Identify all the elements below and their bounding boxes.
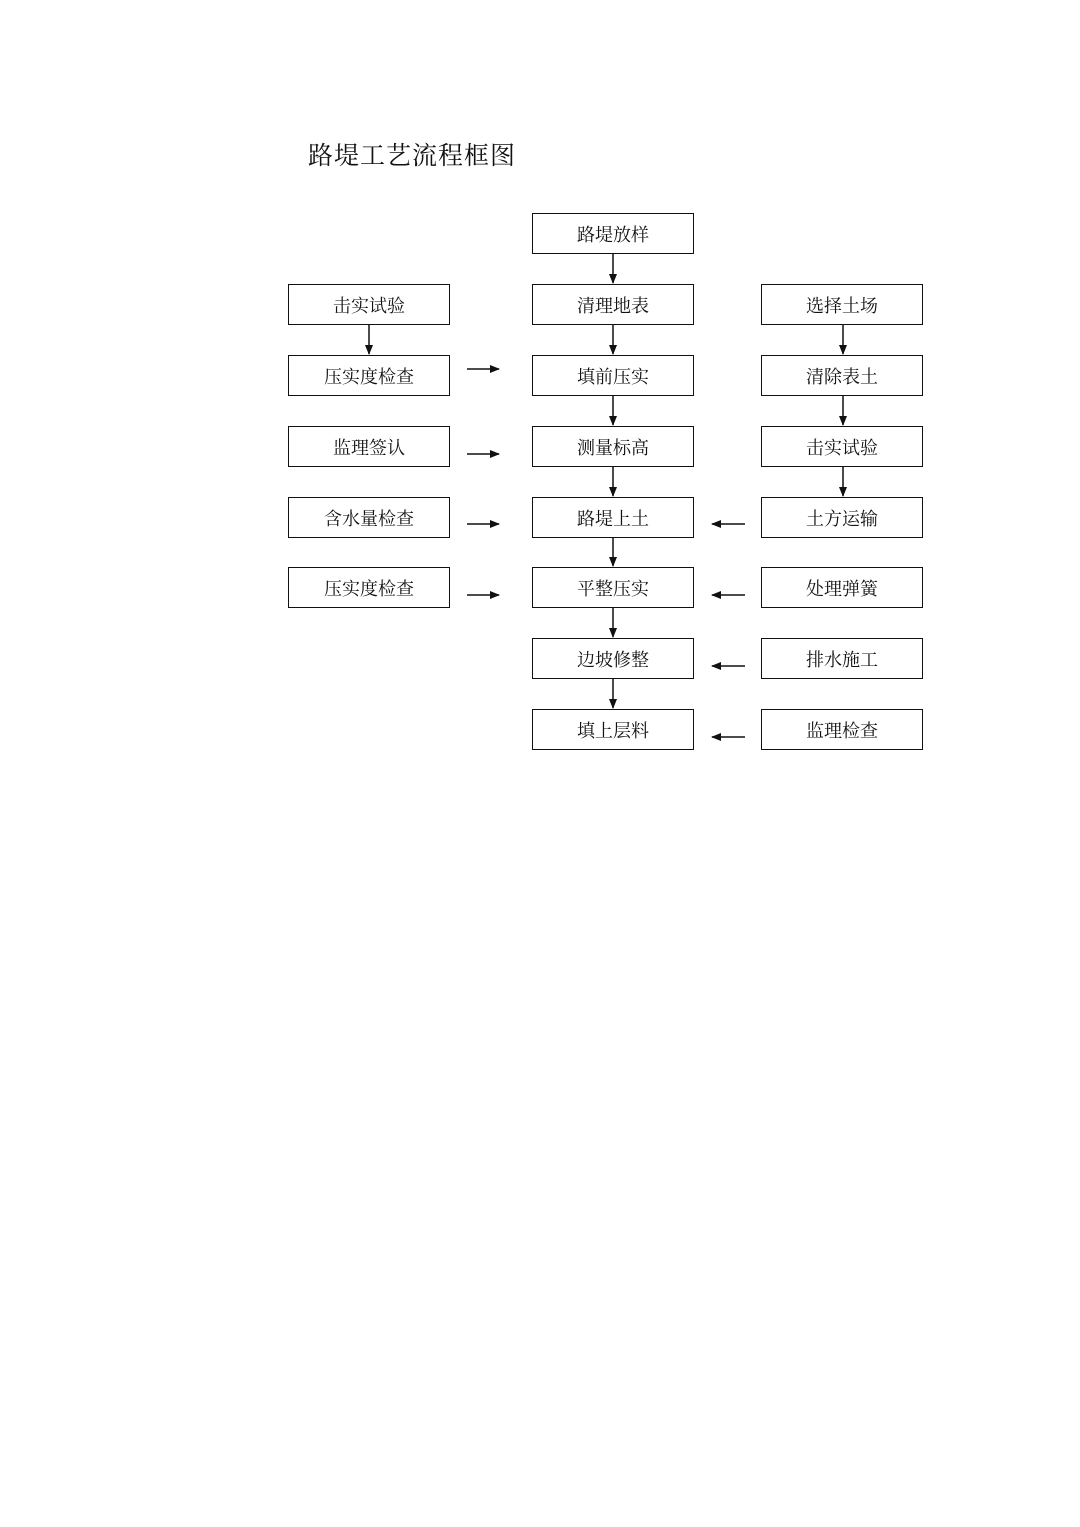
- main-step-4: 测量标高: [532, 426, 694, 467]
- main-step-3: 填前压实: [532, 355, 694, 396]
- right-step-5: 处理弹簧: [761, 567, 923, 608]
- right-step-2: 清除表土: [761, 355, 923, 396]
- main-step-5: 路堤上土: [532, 497, 694, 538]
- diagram-title: 路堤工艺流程框图: [308, 141, 517, 170]
- main-step-6: 平整压实: [532, 567, 694, 608]
- right-step-6: 排水施工: [761, 638, 923, 679]
- right-step-1: 选择土场: [761, 284, 923, 325]
- left-step-1: 击实试验: [288, 284, 450, 325]
- main-step-8: 填上层料: [532, 709, 694, 750]
- main-step-7: 边坡修整: [532, 638, 694, 679]
- right-step-3: 击实试验: [761, 426, 923, 467]
- right-step-4: 土方运输: [761, 497, 923, 538]
- left-step-3: 监理签认: [288, 426, 450, 467]
- right-step-7: 监理检查: [761, 709, 923, 750]
- main-step-2: 清理地表: [532, 284, 694, 325]
- left-step-4: 含水量检查: [288, 497, 450, 538]
- main-step-1: 路堤放样: [532, 213, 694, 254]
- left-step-5: 压实度检查: [288, 567, 450, 608]
- left-step-2: 压实度检查: [288, 355, 450, 396]
